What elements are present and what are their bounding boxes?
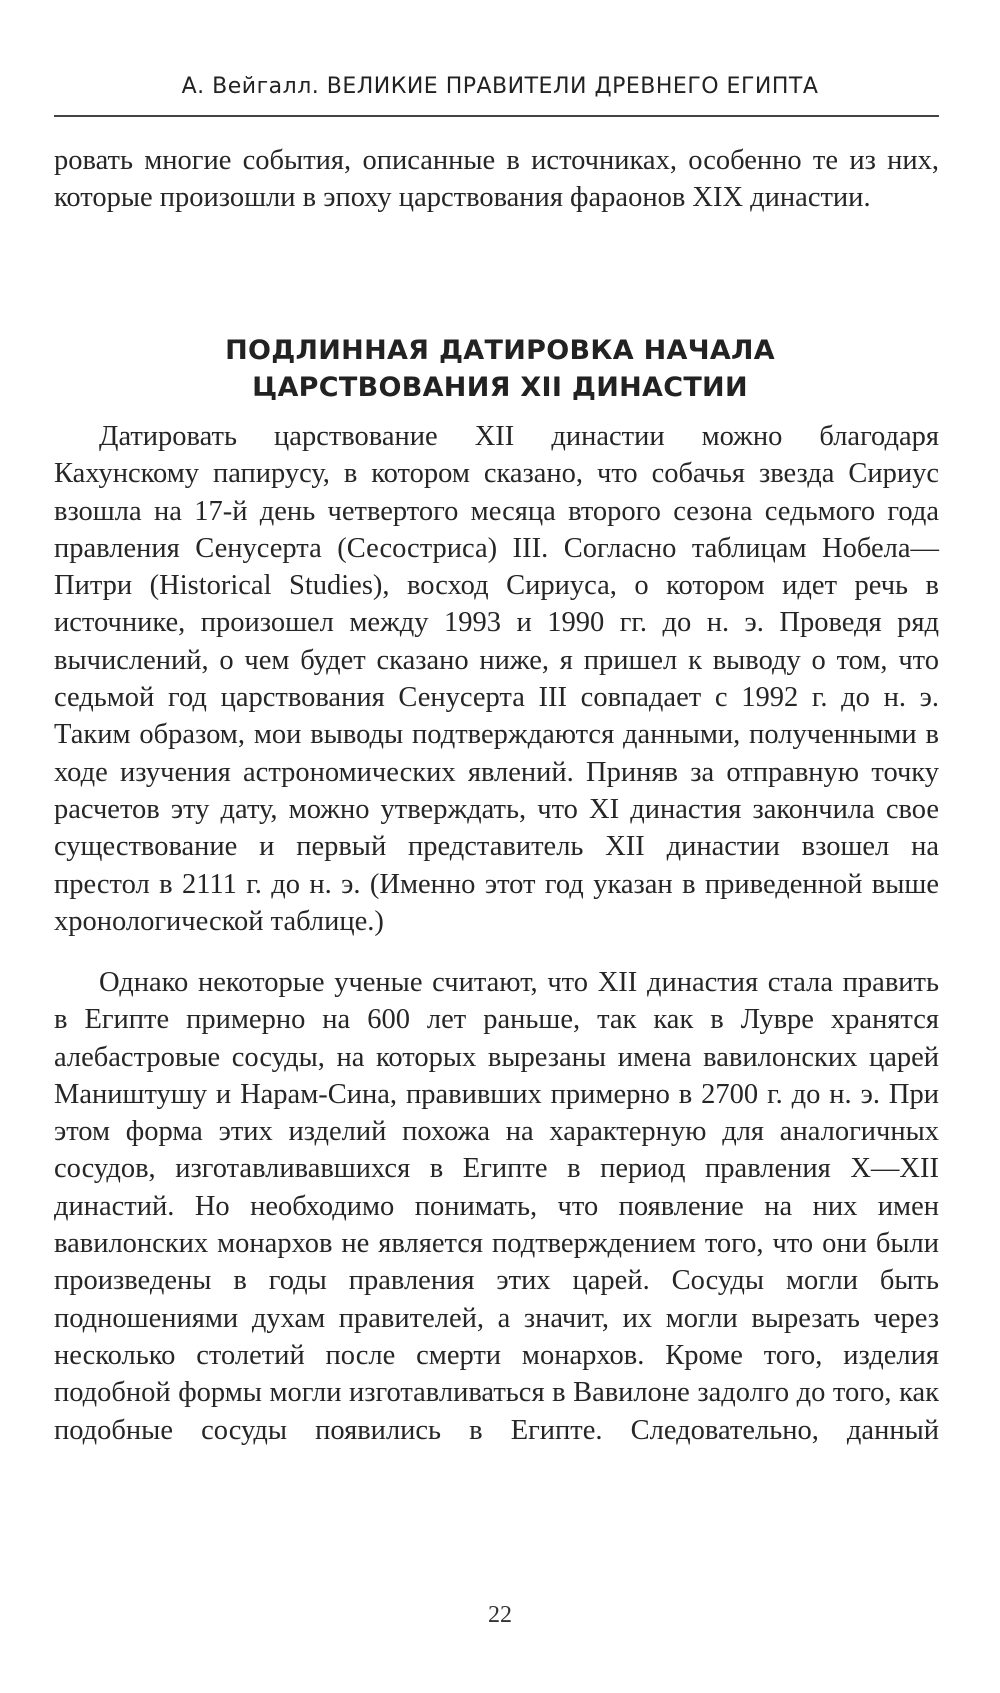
header-divider bbox=[54, 115, 939, 117]
section-heading-line-2: ЦАРСТВОВАНИЯ XII ДИНАСТИИ bbox=[252, 372, 748, 403]
paragraph-1: Датировать царствование XII династии можно благодаря Кахунскому папирусу, в котором сказано, что собачья звезда Сириус взошла на 17-й день четвертого месяца второго сезона седьмого года правления Сенусерта (Сесостриса) III. Согласно таблицам Нобела—Питри (Historical Studies), восход Сириуса, о котором идет речь в источнике, произошел между 1993 и 1990 гг. до н. э. Проведя ряд вычислений, о чем будет сказано ниже, я пришел к выводу о том, что седьмой год царствования Сенусерта III совпадает с 1992 г. до н. э. Таким образом, мои выводы подтверждаются данными, полученными в ходе изучения астрономических явлений. Приняв за отправную точку расчетов эту дату, можно утверждать, что XI династия закончила свое существование и первый представитель XII династии взошел на престол в 2111 г. до н. э. (Именно этот год указан в приведенной выше хронологической таблице.) bbox=[54, 421, 939, 937]
section-heading bbox=[0, 332, 1000, 406]
paragraph-2: Однако некоторые ученые считают, что XII династия стала править в Египте примерно на 600 лет раньше, так как в Лувре хранятся алебастровые сосуды, на которых вырезаны имена вавилонских царей Маништушу и Нарам-Сина, правивших примерно в 2700 г. до н. э. При этом форма этих изделий похожа на характерную для аналогичных сосудов, изготавливавшихся в Египте в период правления X—XII династий. Но необходимо понимать, что появление на них имен вавилонских монархов не является подтверждением того, что они были произведены в годы правления этих царей. Сосуды могли быть подношениями духам правителей, а значит, их могли вырезать через несколько столетий после смерти монархов. Кроме того, изделия подобной формы могли изготавливаться в Вавилоне задолго до того, как подобные сосуды появились в Египте. Следовательно, данный bbox=[54, 967, 939, 1446]
running-header: А. Вейгалл. ВЕЛИКИЕ ПРАВИТЕЛИ ДРЕВНЕГО ЕГИПТА bbox=[181, 74, 819, 99]
section-heading-line-1: ПОДЛИННАЯ ДАТИРОВКА НАЧАЛА bbox=[225, 335, 775, 366]
intro-paragraph: ровать многие события, описанные в источниках, особенно те из них, которые произошли в эпоху царствования фараонов XIX династии. bbox=[54, 145, 939, 214]
page-number: 22 bbox=[488, 1602, 512, 1628]
